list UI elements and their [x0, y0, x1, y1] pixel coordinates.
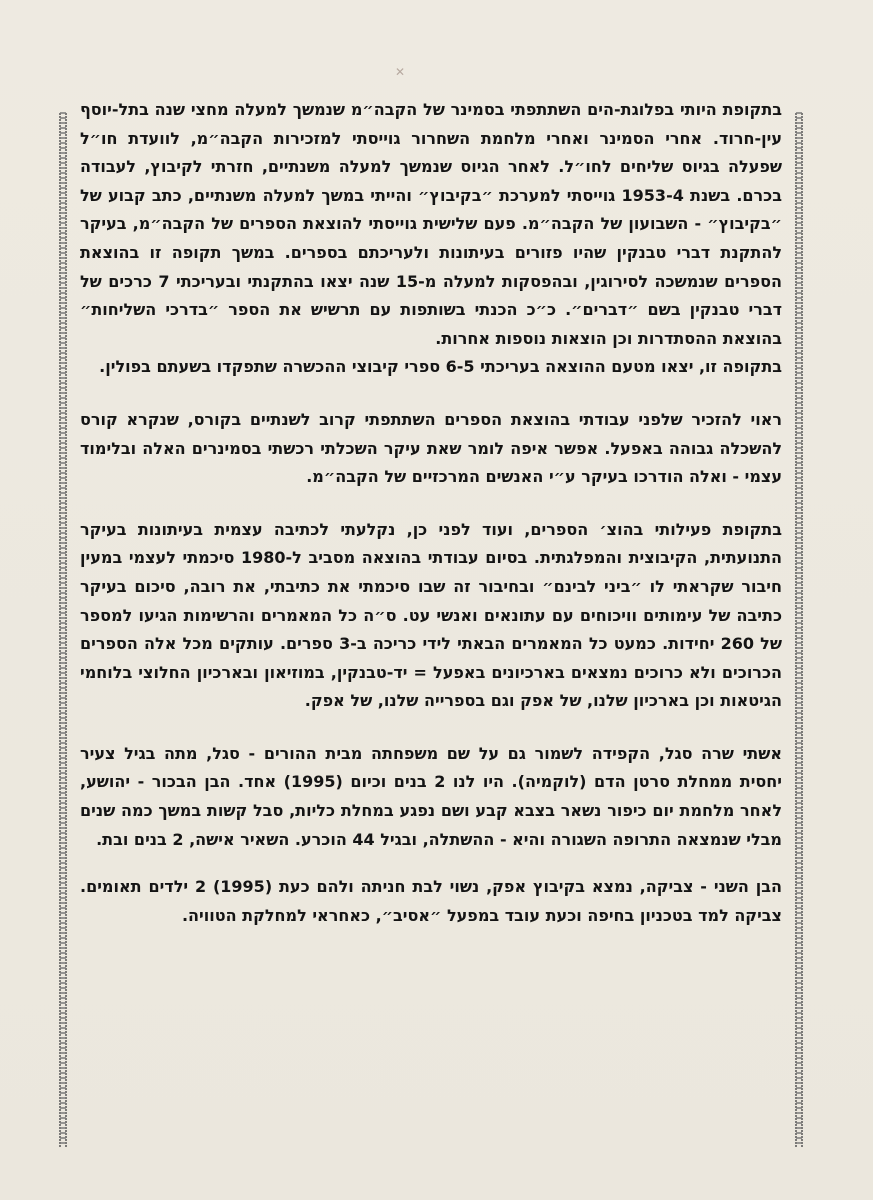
paragraph-6: הבן השני - צביקה, נמצא בקיבוץ אפק, נשוי לבת חניתה ולהם כעת (1995) 2 ילדים תאומים. צביקה למד בטכניון בחיפה וכעת עובד במפעל ״אסיב״, כאחראי למחלקת הטוויה.: [80, 877, 783, 925]
paragraph-2: בתקופה זו, יצאו מטעם ההוצאה בעריכתי 6-5 ספרי קיבוצי ההכשרה שתפקדו בשעתם בפולין.: [99, 357, 782, 377]
paragraph-4: בתקופת פעילותי בהוצ׳ הספרים, ועוד לפני כן, נקלעתי לכתיבה עצמית בעיתונות בעיקר התנועתית, הקיבוצית והמפלגתית. בסיום עבודתי בהוצאה מסביב ל-1980 סיכמתי לעצמי במעין חיבור שקראתי לו ״ביני לבינם״ ובחיבור זה שבו סיכמתי את כתיבתי, את רובה, סיכום בעיקר כתיבה של עימותים וויכוחים עם עתונאים ואנשי עט. ס״ה כל המאמרים והרשימות הגיעו למספר של 260 יחידות. כמעט כל המאמרים הבאתי לידי כריכה ב-3 ספרים. עותקים מכל אלה הספרים הכרוכים ולא כרוכים נמצאים בארכיונים באפעל = יד-טבנקין, במוזיאון ובארכיון החלוצי בלוחמי הגיטאות וכן בארכיון שלנו, של אפק וגם בספרייה שלנו, של אפק.: [80, 519, 782, 711]
ink-mark: ✕: [395, 65, 406, 79]
left-decorative-border: [60, 112, 66, 1147]
document-body: [80, 96, 782, 930]
right-decorative-border: [796, 112, 802, 1147]
paragraph-3: ראוי להזכיר שלפני עבודתי בהוצאת הספרים השתתפתי קרוב לשנתיים בקורס, שנקרא קורס להשכלה גבוהה באפעל. אפשר איפה לומר שאת עיקר השכלתי רכשתי בסמינרים האלה ובלימוד עצמי - ואלה הודרכו בעיקר ע״י האנשים המרכזיים של הקבה״מ.: [80, 409, 782, 487]
paragraph-1: בתקופת היותי בפלוגת-הים השתתפתי בסמינר של הקבה״מ שנמשך למעלה מחצי שנה בתל-יוסף עין-חרוד. אחרי הסמינר ואחרי מלחמת השחרור גוייסתי למזכירות הקבה״מ, לוועדת חו״ל שפעלה בגיוס שליחים לחו״ל. לאחר הגיוס שנמשך למעלה משנתיים, חזרתי לקיבוץ, לעבודה בכרם. בשנת 1953-4 גוייסתי למערכת ״בקיבוץ״ והייתי במשך למעלה משנתיים, כתב קבוע של ״בקיבוץ״ - השבועון של הקבה״מ. פעם שלישית גוייסתי להוצאת הספרים של הקבה״מ, בעיקר להתקנת דברי טבנקין שהיו פזורים בעיתונות ולעריכתם בספרים. במשך תקופה זו בהוצאת הספרים שנמשכה לסירוגין, ובהפסקות למעלה מ-15 שנה יצאו בהתקנתי ובעריכתי 7 כרכים של דברי טבנקין בשם ״דברים״. כ״כ הכנתי בשותפות עם תרשיש את הספר ״בדרכי השליחות״ בהוצאת ההסתדרות וכן הוצאות נוספות אחרות.: [80, 100, 783, 348]
paragraph-5: אשתי שרה סגל, הקפידה לשמור גם על שם משפחתה מבית ההורים - סגל, מתה בגיל צעיר יחסית ממחלת סרטן הדם (לוקמיה). היו לנו 2 בנים וכיום (1995) אחד. הבן הבכור - יהושע, לאחר מלחמת יום כיפור נשאר בצבא קבע ושם נפגע במחלת כליות, סבל קשות במשך כמה שנים מבלי שנמצאה התרופה השגורה והיא - ההשתלה, ובגיל 44 הוכרע. השאיר אישה, 2 בנים ובת.: [80, 743, 783, 849]
